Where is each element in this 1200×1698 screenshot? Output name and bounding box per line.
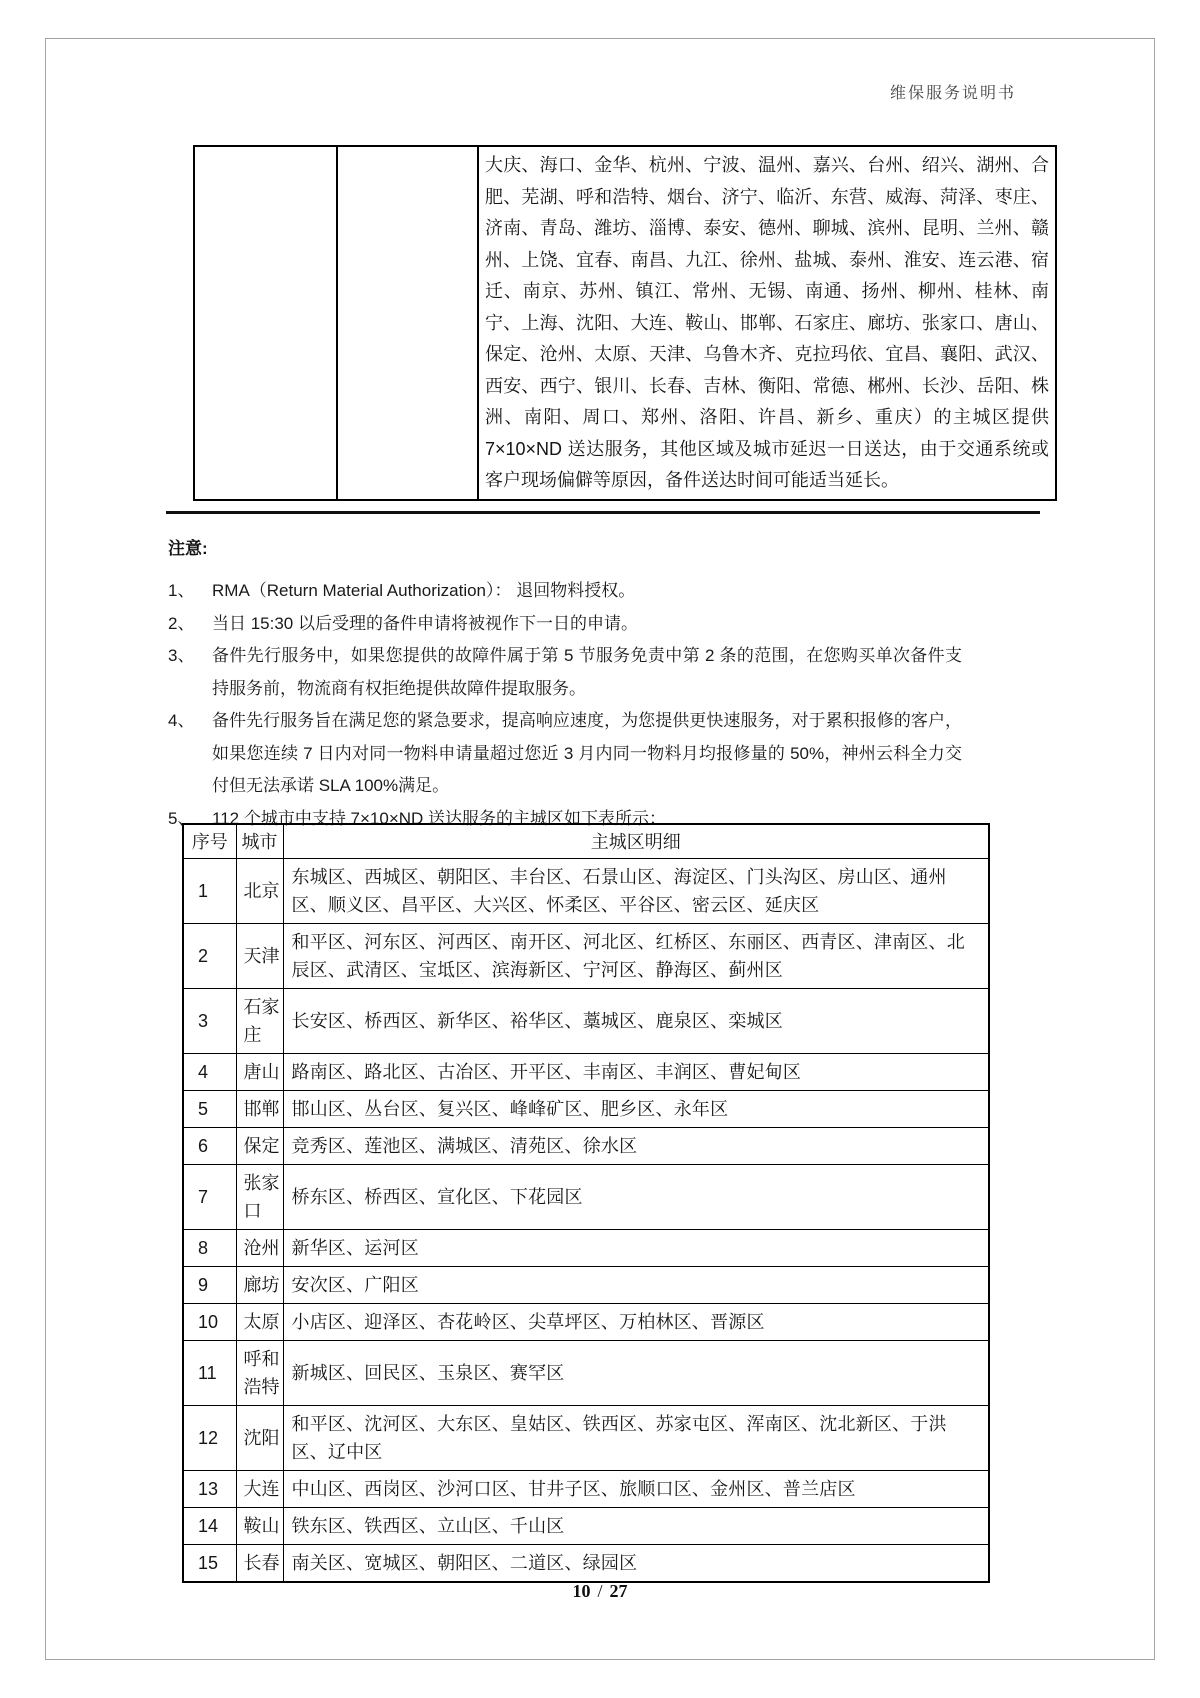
table-row — [183, 1164, 989, 1229]
row-city: 石家庄 — [236, 988, 283, 1053]
header-no: 序号 — [183, 824, 236, 858]
notes-section — [168, 534, 1018, 835]
table-header-row — [183, 824, 989, 858]
note-item — [168, 705, 1018, 803]
note-number: 5、 — [168, 808, 195, 828]
page-footer — [0, 1581, 1200, 1602]
row-number: 11 — [183, 1340, 236, 1405]
table-row — [194, 146, 1056, 500]
row-city: 大连 — [236, 1470, 283, 1507]
delivery-cities-table — [193, 145, 1057, 501]
row-districts: 邯山区、丛台区、复兴区、峰峰矿区、肥乡区、永年区 — [283, 1090, 989, 1127]
row-city: 沈阳 — [236, 1405, 283, 1470]
row-number: 14 — [183, 1507, 236, 1544]
row-city: 邯郸 — [236, 1090, 283, 1127]
header-districts: 主城区明细 — [283, 824, 989, 858]
delivery-cities-text: 大庆、海口、金华、杭州、宁波、温州、嘉兴、台州、绍兴、湖州、合肥、芜湖、呼和浩特、烟台、济宁、临沂、东营、威海、菏泽、枣庄、济南、青岛、潍坊、淄博、泰安、德州、聊城、滨州、昆明、兰州、赣州、上饶、宜春、南昌、九江、徐州、盐城、泰州、淮安、连云港、宿迁、南京、苏州、镇江、常州、无锡、南通、扬州、柳州、桂林、南宁、上海、沈阳、大连、鞍山、邯郸、石家庄、廊坊、张家口、唐山、保定、沧州、太原、天津、乌鲁木齐、克拉玛依、宜昌、襄阳、武汉、西安、西宁、银川、长春、吉林、衡阳、常德、郴州、长沙、岳阳、株洲、南阳、周口、郑州、洛阳、许昌、新乡、重庆）的主城区提供 7×10×ND 送达服务，其他区域及城市延迟一日送达，由于交通系统或客户现场偏僻等原因，备件送达时间可能适当延长。 — [485, 155, 1049, 490]
row-districts: 东城区、西城区、朝阳区、丰台区、石景山区、海淀区、门头沟区、房山区、通州区、顺义区、昌平区、大兴区、怀柔区、平谷区、密云区、延庆区 — [283, 858, 989, 923]
note-text: 当日 15:30 以后受理的备件申请将被视作下一日的申请。 — [212, 613, 638, 633]
row-districts: 竞秀区、莲池区、满城区、清苑区、徐水区 — [283, 1127, 989, 1164]
row-number: 5 — [183, 1090, 236, 1127]
row-city: 张家口 — [236, 1164, 283, 1229]
note-text: 112 个城市中支持 7×10×ND 送达服务的主城区如下表所示： — [212, 808, 667, 828]
table-row — [183, 1405, 989, 1470]
row-city: 天津 — [236, 923, 283, 988]
row-number: 7 — [183, 1164, 236, 1229]
row-districts: 和平区、沈河区、大东区、皇姑区、铁西区、苏家屯区、浑南区、沈北新区、于洪区、辽中区 — [283, 1405, 989, 1470]
note-item — [168, 608, 1018, 641]
row-districts: 中山区、西岗区、沙河口区、甘井子区、旅顺口区、金州区、普兰店区 — [283, 1470, 989, 1507]
notes-heading: 注意: — [168, 539, 208, 558]
table-row — [183, 1340, 989, 1405]
delivery-cities-cell — [478, 146, 1056, 500]
row-city: 沧州 — [236, 1229, 283, 1266]
row-districts: 安次区、广阳区 — [283, 1266, 989, 1303]
table-row — [183, 1507, 989, 1544]
table-row — [183, 1090, 989, 1127]
row-number: 10 — [183, 1303, 236, 1340]
header-city: 城市 — [236, 824, 283, 858]
row-city: 呼和浩特 — [236, 1340, 283, 1405]
row-number: 4 — [183, 1053, 236, 1090]
page-header-title: 维保服务说明书 — [889, 85, 1016, 102]
empty-cell — [337, 146, 478, 500]
row-districts: 小店区、迎泽区、杏花岭区、尖草坪区、万柏林区、晋源区 — [283, 1303, 989, 1340]
row-city: 唐山 — [236, 1053, 283, 1090]
table-row — [183, 1544, 989, 1582]
row-number: 15 — [183, 1544, 236, 1582]
note-text: RMA（Return Material Authorization）： 退回物料授权。 — [212, 581, 636, 600]
row-districts: 新城区、回民区、玉泉区、赛罕区 — [283, 1340, 989, 1405]
row-number: 2 — [183, 923, 236, 988]
table-row — [183, 1470, 989, 1507]
row-districts: 铁东区、铁西区、立山区、千山区 — [283, 1507, 989, 1544]
row-districts: 桥东区、桥西区、宣化区、下花园区 — [283, 1164, 989, 1229]
row-city: 鞍山 — [236, 1507, 283, 1544]
row-city: 长春 — [236, 1544, 283, 1582]
row-number: 3 — [183, 988, 236, 1053]
note-number: 2、 — [168, 613, 195, 633]
row-city: 太原 — [236, 1303, 283, 1340]
table-row — [183, 858, 989, 923]
table-row — [183, 1229, 989, 1266]
note-text: 备件先行服务旨在满足您的紧急要求，提高响应速度，为您提供更快速服务，对于累积报修的客户，如果您连续 7 日内对同一物料申请量超过您近 3 月内同一物料月均报修量的 50%，神州云科全力交付但无法承诺 SLA 100%满足。 — [212, 711, 962, 795]
row-city: 保定 — [236, 1127, 283, 1164]
table-row — [183, 1266, 989, 1303]
note-item — [168, 640, 1018, 705]
table-row — [183, 1053, 989, 1090]
table-row — [183, 1303, 989, 1340]
city-districts-table — [182, 823, 990, 1583]
row-districts: 南关区、宽城区、朝阳区、二道区、绿园区 — [283, 1544, 989, 1582]
row-districts: 路南区、路北区、古冶区、开平区、丰南区、丰润区、曹妃甸区 — [283, 1053, 989, 1090]
notes-list — [168, 575, 1018, 835]
table-row — [183, 923, 989, 988]
row-number: 8 — [183, 1229, 236, 1266]
note-number: 1、 — [168, 581, 195, 600]
row-districts: 长安区、桥西区、新华区、裕华区、藁城区、鹿泉区、栾城区 — [283, 988, 989, 1053]
table-bottom-rule — [166, 511, 1040, 514]
row-city: 廊坊 — [236, 1266, 283, 1303]
row-number: 9 — [183, 1266, 236, 1303]
row-number: 1 — [183, 858, 236, 923]
row-number: 13 — [183, 1470, 236, 1507]
row-districts: 和平区、河东区、河西区、南开区、河北区、红桥区、东丽区、西青区、津南区、北辰区、武清区、宝坻区、滨海新区、宁河区、静海区、蓟州区 — [283, 923, 989, 988]
page-number-separator: / — [597, 1581, 603, 1601]
table-row — [183, 988, 989, 1053]
note-number: 4、 — [168, 711, 195, 730]
page-number-current: 10 — [572, 1581, 591, 1601]
row-districts: 新华区、运河区 — [283, 1229, 989, 1266]
note-number: 3、 — [168, 646, 195, 665]
table-row — [183, 1127, 989, 1164]
page-number-total: 27 — [609, 1581, 628, 1601]
row-number: 12 — [183, 1405, 236, 1470]
note-item — [168, 575, 1018, 608]
note-text: 备件先行服务中，如果您提供的故障件属于第 5 节服务免责中第 2 条的范围，在您购买单次备件支持服务前，物流商有权拒绝提供故障件提取服务。 — [212, 646, 962, 698]
row-city: 北京 — [236, 858, 283, 923]
row-number: 6 — [183, 1127, 236, 1164]
city-table-body — [183, 858, 989, 1582]
empty-cell — [194, 146, 337, 500]
